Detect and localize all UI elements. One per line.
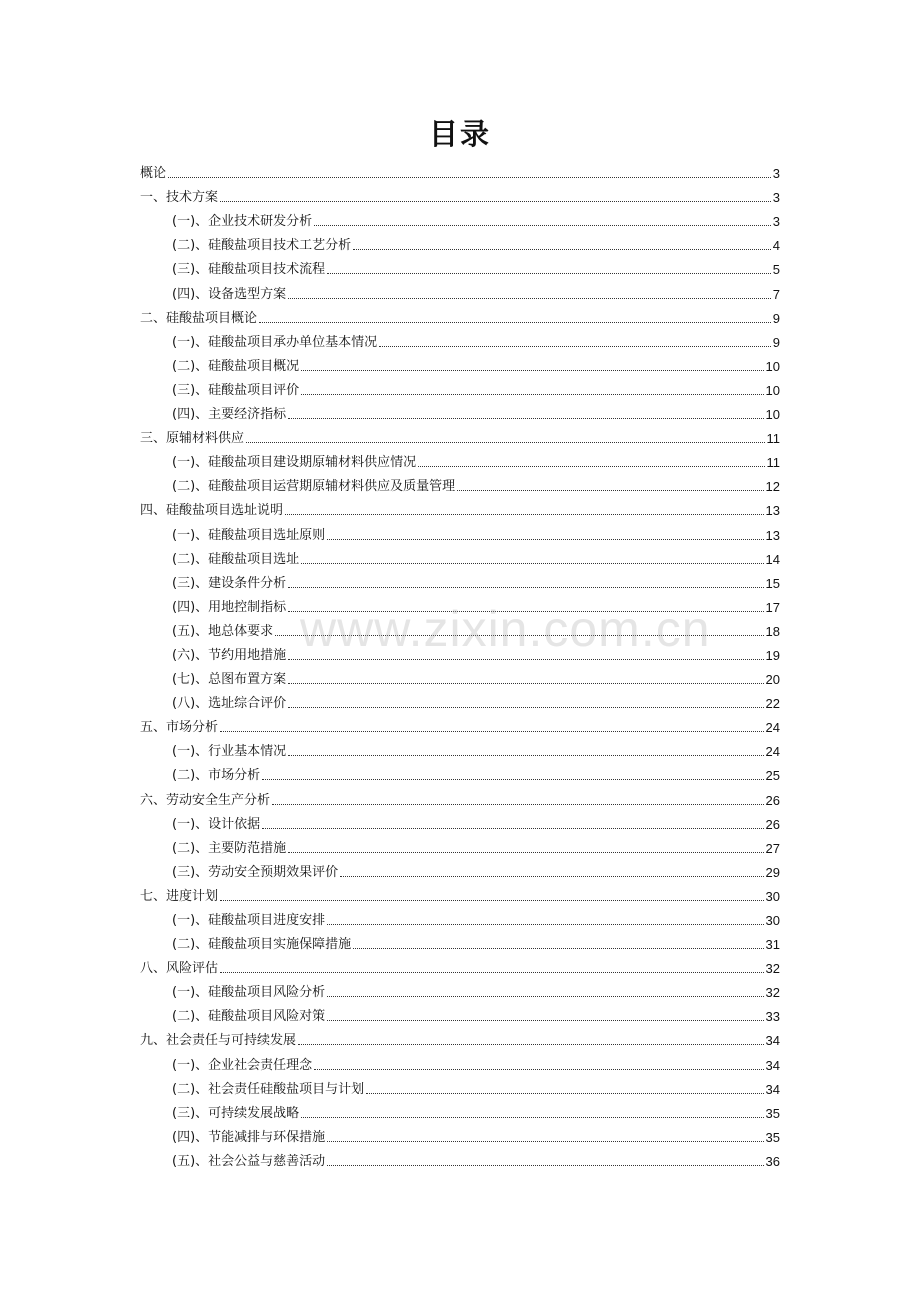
toc-page-number: 25 <box>765 768 780 784</box>
toc-entry-label: (一)、硅酸盐项目选址原则 <box>172 527 326 543</box>
toc-dot-leader <box>288 418 763 419</box>
toc-page-number: 35 <box>765 1129 780 1145</box>
toc-page-number: 29 <box>765 864 780 880</box>
toc-entry-label: (一)、企业社会责任理念 <box>172 1057 313 1073</box>
toc-section-entry[interactable] <box>140 208 780 232</box>
toc-dot-leader <box>168 177 771 178</box>
toc-dot-leader <box>262 779 763 780</box>
toc-entry-label: (二)、硅酸盐项目选址 <box>172 551 300 567</box>
toc-page-number: 36 <box>765 1153 780 1169</box>
toc-section-entry[interactable] <box>140 859 780 883</box>
toc-dot-leader <box>220 972 764 973</box>
toc-dot-leader <box>285 514 764 515</box>
toc-page-number: 3 <box>772 214 780 230</box>
toc-dot-leader <box>301 370 763 371</box>
toc-entry-label: 概论 <box>140 166 167 182</box>
toc-page-number: 20 <box>765 672 780 688</box>
toc-dot-leader <box>301 1117 763 1118</box>
toc-entry-label: 一、技术方案 <box>140 190 219 206</box>
toc-section-entry[interactable] <box>140 618 780 642</box>
toc-section-entry[interactable] <box>140 835 780 859</box>
toc-page-number: 31 <box>765 937 780 953</box>
toc-page-number: 15 <box>765 575 780 591</box>
toc-page-number: 4 <box>772 238 780 254</box>
toc-chapter-entry[interactable] <box>140 786 780 810</box>
toc-page-number: 10 <box>765 382 780 398</box>
toc-page-number: 10 <box>765 358 780 374</box>
toc-section-entry[interactable] <box>140 811 780 835</box>
toc-entry-label: (一)、硅酸盐项目进度安排 <box>172 913 326 928</box>
watermark: www.zixin.com.cn <box>300 601 711 657</box>
toc-dot-leader <box>262 828 763 829</box>
toc-section-entry[interactable] <box>140 256 780 280</box>
toc-entry-label: (四)、用地控制指标 <box>172 599 287 615</box>
toc-page-number: 32 <box>765 985 780 1001</box>
toc-page-number: 7 <box>772 286 780 302</box>
toc-dot-leader <box>275 635 763 636</box>
toc-page-number: 32 <box>765 961 780 977</box>
toc-entry-label: 九、社会责任与可持续发展 <box>140 1033 297 1049</box>
toc-page-number: 27 <box>765 840 780 856</box>
toc-page-number: 24 <box>765 744 780 760</box>
toc-page-number: 19 <box>765 647 780 663</box>
toc-chapter-entry[interactable] <box>140 1027 780 1051</box>
toc-chapter-entry[interactable] <box>140 305 780 329</box>
toc-entry-label: 七、进度计划 <box>140 888 219 904</box>
toc-dot-leader <box>220 731 764 732</box>
toc-entry-label: (一)、企业技术研发分析 <box>172 214 313 230</box>
toc-page-number: 35 <box>765 1105 780 1121</box>
toc-dot-leader <box>327 1141 763 1142</box>
toc-page-number: 34 <box>765 1081 780 1097</box>
toc-section-entry[interactable] <box>140 594 780 618</box>
toc-page-number: 26 <box>765 792 780 808</box>
toc-dot-leader <box>379 346 771 347</box>
toc-entry-label: (三)、可持续发展战略 <box>172 1105 300 1121</box>
toc-page-number: 34 <box>765 1033 780 1049</box>
toc-chapter-entry[interactable] <box>140 160 780 184</box>
toc-dot-leader <box>220 900 764 901</box>
toc-chapter-entry[interactable] <box>140 184 780 208</box>
toc-section-entry[interactable] <box>140 280 780 304</box>
toc-section-entry[interactable] <box>140 401 780 425</box>
toc-entry-label: (六)、节约用地措施 <box>172 647 287 663</box>
toc-section-entry[interactable] <box>140 546 780 570</box>
toc-page-number: 22 <box>765 696 780 712</box>
toc-chapter-entry[interactable] <box>140 714 780 738</box>
toc-entry-label: (三)、硅酸盐项目技术流程 <box>172 262 326 278</box>
page-title: 目录 <box>428 117 491 151</box>
toc-section-entry[interactable] <box>140 1148 780 1172</box>
toc-dot-leader <box>288 611 763 612</box>
toc-dot-leader <box>220 201 771 202</box>
toc-section-entry[interactable] <box>140 570 780 594</box>
toc-section-entry[interactable] <box>140 1076 780 1100</box>
toc-dot-leader <box>327 1165 763 1166</box>
toc-page-number: 17 <box>765 599 780 615</box>
toc-entry-label: (二)、硅酸盐项目实施保障措施 <box>172 937 352 953</box>
toc-page-number: 26 <box>765 816 780 832</box>
toc-entry-label: 六、劳动安全生产分析 <box>140 792 271 808</box>
toc-page-number: 10 <box>765 407 780 423</box>
toc-dot-leader <box>288 852 763 853</box>
toc-section-entry[interactable] <box>140 931 780 955</box>
toc-entry-label: 四、硅酸盐项目选址说明 <box>140 503 284 519</box>
toc-page-number: 3 <box>772 190 780 206</box>
toc-page-number: 3 <box>772 166 780 182</box>
toc-section-entry[interactable] <box>140 642 780 666</box>
toc-section-entry[interactable] <box>140 449 780 473</box>
toc-section-entry[interactable] <box>140 907 780 931</box>
toc-dot-leader <box>301 563 763 564</box>
toc-section-entry[interactable] <box>140 232 780 256</box>
toc-dot-leader <box>288 659 763 660</box>
toc-page-number: 14 <box>765 551 780 567</box>
toc-dot-leader <box>288 707 763 708</box>
toc-dot-leader <box>418 466 764 467</box>
toc-entry-label: (一)、硅酸盐项目承办单位基本情况 <box>172 334 378 350</box>
toc-dot-leader <box>353 249 771 250</box>
toc-page-number: 30 <box>765 913 780 928</box>
toc-dot-leader <box>327 996 763 997</box>
toc-entry-label: (二)、硅酸盐项目运营期原辅材料供应及质量管理 <box>172 479 456 495</box>
toc-page-number: 24 <box>765 720 780 736</box>
toc-entry-label: (二)、硅酸盐项目技术工艺分析 <box>172 238 352 254</box>
toc-entry-label: (五)、地总体要求 <box>172 623 274 639</box>
toc-dot-leader <box>259 322 771 323</box>
toc-page-number: 34 <box>765 1057 780 1073</box>
toc-dot-leader <box>272 804 764 805</box>
toc-dot-leader <box>314 1069 763 1070</box>
toc-entry-label: (一)、行业基本情况 <box>172 744 287 760</box>
toc-page-number: 33 <box>765 1009 780 1025</box>
toc-section-entry[interactable] <box>140 666 780 690</box>
toc-entry-label: (三)、劳动安全预期效果评价 <box>172 864 339 880</box>
toc-dot-leader <box>298 1044 764 1045</box>
toc-entry-label: (二)、社会责任硅酸盐项目与计划 <box>172 1081 365 1097</box>
toc-section-entry[interactable] <box>140 329 780 353</box>
toc-entry-label: 八、风险评估 <box>140 961 219 977</box>
toc-section-entry[interactable] <box>140 1124 780 1148</box>
toc-dot-leader <box>288 755 763 756</box>
toc-page-number: 13 <box>765 527 780 543</box>
toc-entry-label: (一)、硅酸盐项目建设期原辅材料供应情况 <box>172 455 417 471</box>
toc-entry-label: (七)、总图布置方案 <box>172 672 287 688</box>
toc-entry-label: (二)、市场分析 <box>172 768 261 784</box>
toc-dot-leader <box>366 1093 763 1094</box>
toc-page-number: 11 <box>766 431 780 447</box>
toc-page-number: 9 <box>772 334 780 350</box>
toc-dot-leader <box>457 490 763 491</box>
toc-section-entry[interactable] <box>140 473 780 497</box>
toc-dot-leader <box>327 1020 763 1021</box>
toc-chapter-entry[interactable] <box>140 955 780 979</box>
toc-entry-label: 三、原辅材料供应 <box>140 431 245 447</box>
toc-page-number: 5 <box>772 262 780 278</box>
toc-section-entry[interactable] <box>140 738 780 762</box>
toc-entry-label: (八)、选址综合评价 <box>172 696 287 712</box>
toc-entry-label: (四)、节能减排与环保措施 <box>172 1129 326 1145</box>
toc-entry-label: (二)、主要防范措施 <box>172 840 287 856</box>
toc-entry-label: 五、市场分析 <box>140 720 219 736</box>
toc-chapter-entry[interactable] <box>140 425 780 449</box>
toc-entry-label: (二)、硅酸盐项目风险对策 <box>172 1009 326 1025</box>
toc-dot-leader <box>246 442 764 443</box>
toc-entry-label: (五)、社会公益与慈善活动 <box>172 1153 326 1169</box>
toc-entry-label: (四)、主要经济指标 <box>172 407 287 423</box>
toc-section-entry[interactable] <box>140 1100 780 1124</box>
toc-page-number: 11 <box>766 455 780 471</box>
toc-entry-label: (四)、设备选型方案 <box>172 286 287 302</box>
toc-section-entry[interactable] <box>140 1051 780 1075</box>
toc-section-entry[interactable] <box>140 1003 780 1027</box>
toc-dot-leader <box>301 394 763 395</box>
toc-dot-leader <box>327 924 763 925</box>
toc-page-number: 18 <box>765 623 780 639</box>
toc-section-entry[interactable] <box>140 353 780 377</box>
toc-section-entry[interactable] <box>140 762 780 786</box>
toc-entry-label: (三)、硅酸盐项目评价 <box>172 382 300 398</box>
toc-dot-leader <box>288 298 771 299</box>
toc-dot-leader <box>314 225 771 226</box>
toc-dot-leader <box>327 273 771 274</box>
toc-entry-label: 二、硅酸盐项目概论 <box>140 310 258 326</box>
toc-page-number: 30 <box>765 888 780 904</box>
toc-entry-label: (一)、硅酸盐项目风险分析 <box>172 985 326 1001</box>
toc-entry-label: (三)、建设条件分析 <box>172 575 287 591</box>
toc-entry-label: (一)、设计依据 <box>172 816 261 832</box>
toc-page-number: 13 <box>765 503 780 519</box>
toc-dot-leader <box>288 683 763 684</box>
toc-chapter-entry[interactable] <box>140 883 780 907</box>
toc-entry-label: (二)、硅酸盐项目概况 <box>172 358 300 374</box>
toc-section-entry[interactable] <box>140 979 780 1003</box>
toc-chapter-entry[interactable] <box>140 497 780 521</box>
table-of-contents <box>140 160 780 1172</box>
toc-section-entry[interactable] <box>140 690 780 714</box>
toc-dot-leader <box>340 876 763 877</box>
toc-page-number: 12 <box>765 479 780 495</box>
toc-section-entry[interactable] <box>140 377 780 401</box>
toc-dot-leader <box>353 948 763 949</box>
toc-dot-leader <box>288 587 763 588</box>
toc-section-entry[interactable] <box>140 521 780 545</box>
toc-page-number: 9 <box>772 310 780 326</box>
toc-dot-leader <box>327 539 763 540</box>
